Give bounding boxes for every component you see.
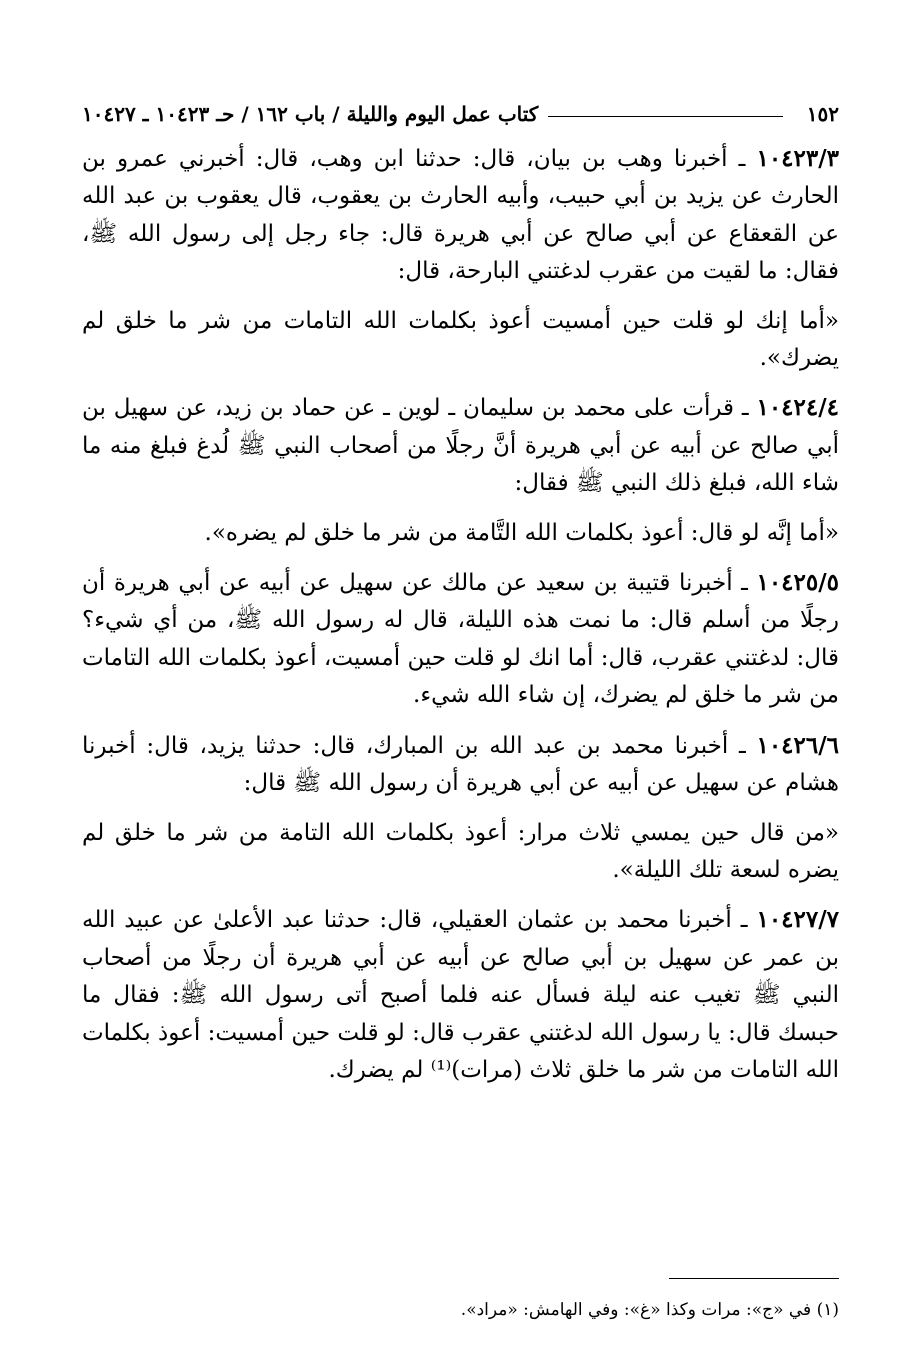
hadith-entry xyxy=(82,727,839,803)
running-header xyxy=(82,86,839,126)
entry-number: ١٠٤٢٧/٧ xyxy=(756,906,839,934)
entry-number: ١٠٤٢٥/٥ xyxy=(756,569,839,597)
hadith-entry xyxy=(82,564,839,715)
main-text xyxy=(82,140,839,1101)
entry-text: ـ أخبرنا محمد بن عثمان العقيلي، قال: حدثنا عبد الأعلىٰ عن عبيد الله بن عمر عن سهيل بن أبي صالح عن أبيه عن أبي هريرة أن رجلًا من أصحاب النبي ﷺ تغيب عنه ليلة فسأل عنه فلما أصبح أتى رسول الله ﷺ: فقال ما حبسك قال: يا رسول الله لدغتني عقرب قال: لو قلت حين أمسيت: أعوذ بكلمات الله التامات من شر ما خلق ثلاث (مرات)⁽¹⁾ لم يضرك. xyxy=(82,907,839,1083)
header-rule xyxy=(548,116,782,117)
footnote-rule xyxy=(669,1278,839,1279)
entry-quote: «أما إنَّه لو قال: أعوذ بكلمات الله التَّامة من شر ما خلق لم يضره». xyxy=(204,519,839,546)
entry-text: ـ أخبرنا محمد بن عبد الله بن المبارك، قال: حدثنا يزيد، قال: أخبرنا هشام عن سهيل عن أبيه عن أبي هريرة أن رسول الله ﷺ قال: xyxy=(82,732,839,797)
entry-text: ـ أخبرنا وهب بن بيان، قال: حدثنا ابن وهب، قال: أخبرني عمرو بن الحارث عن يزيد بن أبي حبيب، وأبيه الحارث بن يعقوب، قال يعقوب بن عبد الله عن القعقاع عن أبي صالح عن أبي هريرة قال: جاء رجل إلى رسول الله ﷺ، فقال: ما لقيت من عقرب لدغتني البارحة، قال: xyxy=(82,146,839,285)
entry-text: ـ قرأت على محمد بن سليمان ـ لوين ـ عن حماد بن زيد، عن سهيل بن أبي صالح عن أبيه عن أبي هريرة أنَّ رجلًا من أصحاب النبي ﷺ لُدغ فبلغ منه ما شاء الله، فبلغ ذلك النبي ﷺ فقال: xyxy=(82,395,839,497)
entry-number: ١٠٤٢٤/٤ xyxy=(756,394,839,422)
entry-quote: «أما إنك لو قلت حين أمسيت أعوذ بكلمات الله التامات من شر ما خلق لم يضرك». xyxy=(82,307,839,372)
hadith-entry xyxy=(82,901,839,1089)
header-title: كتاب عمل اليوم والليلة / باب ١٦٢ / حـ ١٠٤٢٣ ـ ١٠٤٢٧ xyxy=(82,102,539,126)
entry-text: ـ أخبرنا قتيبة بن سعيد عن مالك عن سهيل عن أبيه عن أبي هريرة أن رجلًا من أسلم قال: ما نمت هذه الليلة، قال له رسول الله ﷺ، من أي شيء؟ قال: لدغتني عقرب، قال: أما انك لو قلت حين أمسيت، أعوذ بكلمات الله التامات من شر ما خلق لم يضرك، إن شاء الله شيء. xyxy=(82,570,839,709)
entry-quote: «من قال حين يمسي ثلاث مرار: أعوذ بكلمات الله التامة من شر ما خلق لم يضره لسعة تلك الليلة». xyxy=(82,819,839,883)
hadith-entry xyxy=(82,140,839,291)
entry-number: ١٠٤٢٦/٦ xyxy=(756,731,839,759)
hadith-entry xyxy=(82,389,839,502)
page-number: ١٥٢ xyxy=(806,102,839,126)
footnote: (١) في «ج»: مرات وكذا «غ»: وفي الهامش: «مراد». xyxy=(460,1300,839,1320)
entry-number: ١٠٤٢٣/٣ xyxy=(756,145,839,172)
